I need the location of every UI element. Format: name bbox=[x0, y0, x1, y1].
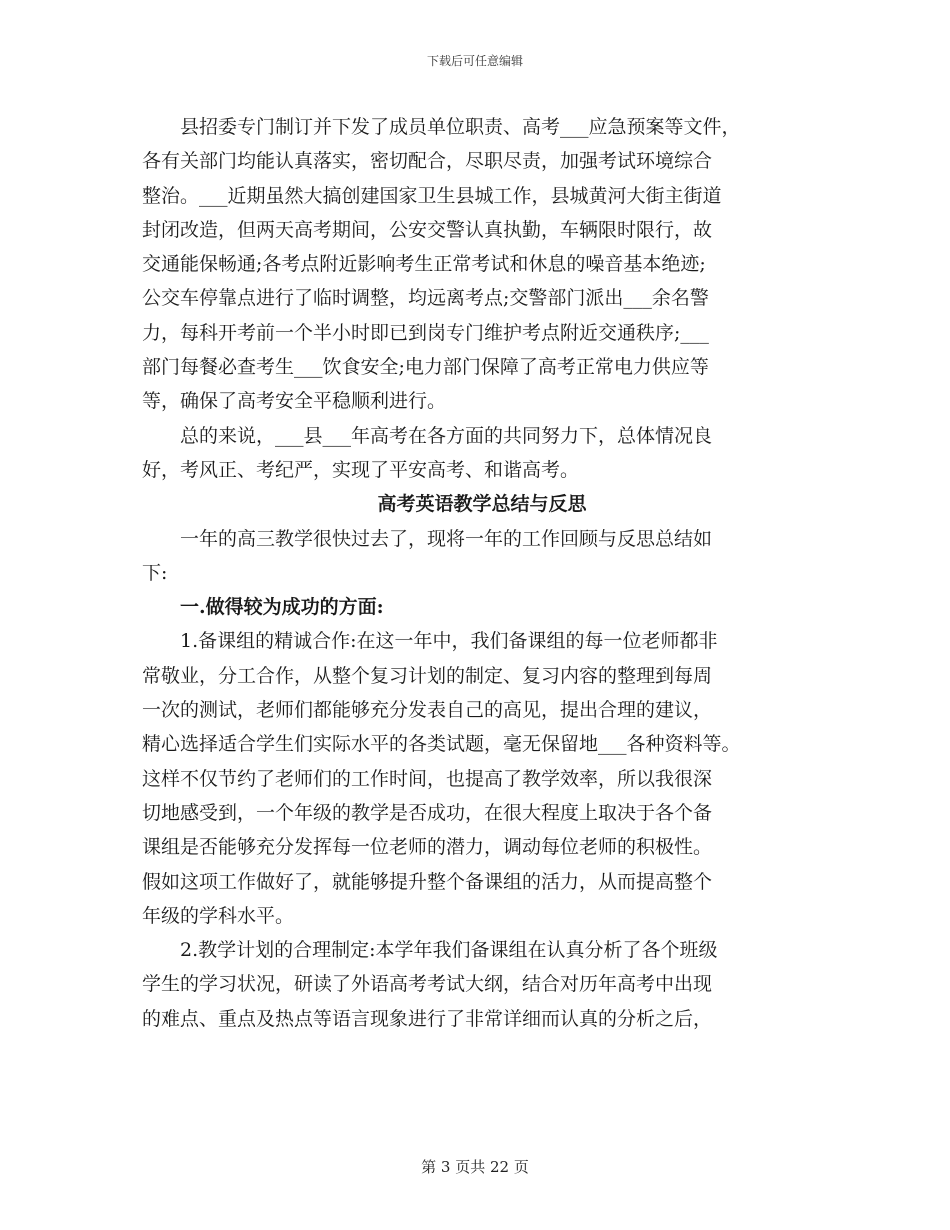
paragraph-line: 力，每科开考前一个半小时即已到岗专门维护考点附近交通秩序;___ bbox=[142, 321, 709, 344]
paragraph-line: 假如这项工作做好了，就能够提升整个备课组的活力，从而提高整个 bbox=[142, 870, 713, 893]
paragraph-line: 常敬业，分工合作，从整个复习计划的制定、复习内容的整理到每周 bbox=[142, 664, 713, 687]
page-footer: 第 3 页共 22 页 bbox=[421, 1158, 529, 1176]
paragraph-line: 下: bbox=[142, 561, 168, 584]
document-body bbox=[142, 110, 822, 1036]
paragraph-line: 切地感受到，一个年级的教学是否成功，在很大程度上取决于各个备 bbox=[142, 801, 713, 824]
paragraph-line: 各有关部门均能认真落实，密切配合，尽职尽责，加强考试环境综合 bbox=[142, 150, 713, 173]
paragraph-line: 一次的测试，老师们都能够充分发表自己的高见，提出合理的建议， bbox=[142, 699, 713, 722]
paragraph-line: 整治。___近期虽然大搞创建国家卫生县城工作，县城黄河大街主街道 bbox=[142, 184, 722, 207]
section-heading: 一.做得较为成功的方面: bbox=[180, 596, 384, 619]
paragraph-line: 学生的学习状况，研读了外语高考考试大纲，结合对历年高考中出现 bbox=[142, 973, 713, 996]
paragraph-line: 公交车停靠点进行了临时调整，均远离考点;交警部门派出___余名警 bbox=[142, 287, 709, 310]
paragraph-line: 精心选择适合学生们实际水平的各类试题，毫无保留地___各种资料等。 bbox=[142, 733, 741, 756]
paragraph-line: 2.教学计划的合理制定:本学年我们备课组在认真分析了各个班级 bbox=[180, 939, 718, 962]
paragraph-line: 课组是否能够充分发挥每一位老师的潜力，调动每位老师的积极性。 bbox=[142, 836, 713, 859]
section-title: 高考英语教学总结与反思 bbox=[377, 493, 587, 516]
paragraph-line: 的难点、重点及热点等语言现象进行了非常详细而认真的分析之后， bbox=[142, 1007, 713, 1030]
paragraph-line: 总的来说，___县___年高考在各方面的共同努力下，总体情况良 bbox=[180, 424, 713, 447]
paragraph-line: 交通能保畅通;各考点附近影响考生正常考试和休息的噪音基本绝迹; bbox=[142, 253, 706, 276]
paragraph-line: 年级的学科水平。 bbox=[142, 904, 295, 927]
paragraph-line: 封闭改造，但两天高考期间，公安交警认真执勤，车辆限时限行，故 bbox=[142, 218, 713, 241]
paragraph-line: 县招委专门制订并下发了成员单位职责、高考___应急预案等文件， bbox=[180, 116, 741, 138]
paragraph-line: 这样不仅节约了老师们的工作时间，也提高了教学效率，所以我很深 bbox=[142, 767, 713, 790]
paragraph-line: 等，确保了高考安全平稳顺利进行。 bbox=[142, 390, 447, 413]
paragraph-line: 1.备课组的精诚合作:在这一年中，我们备课组的每一位老师都非 bbox=[180, 630, 718, 653]
paragraph-line: 好，考风正、考纪严，实现了平安高考、和谐高考。 bbox=[142, 458, 580, 481]
page-header: 下载后可任意编辑 bbox=[426, 54, 523, 68]
paragraph-line: 一年的高三教学很快过去了，现将一年的工作回顾与反思总结如 bbox=[180, 527, 713, 550]
paragraph-line: 部门每餐必查考生___饮食安全;电力部门保障了高考正常电力供应等 bbox=[142, 356, 709, 379]
